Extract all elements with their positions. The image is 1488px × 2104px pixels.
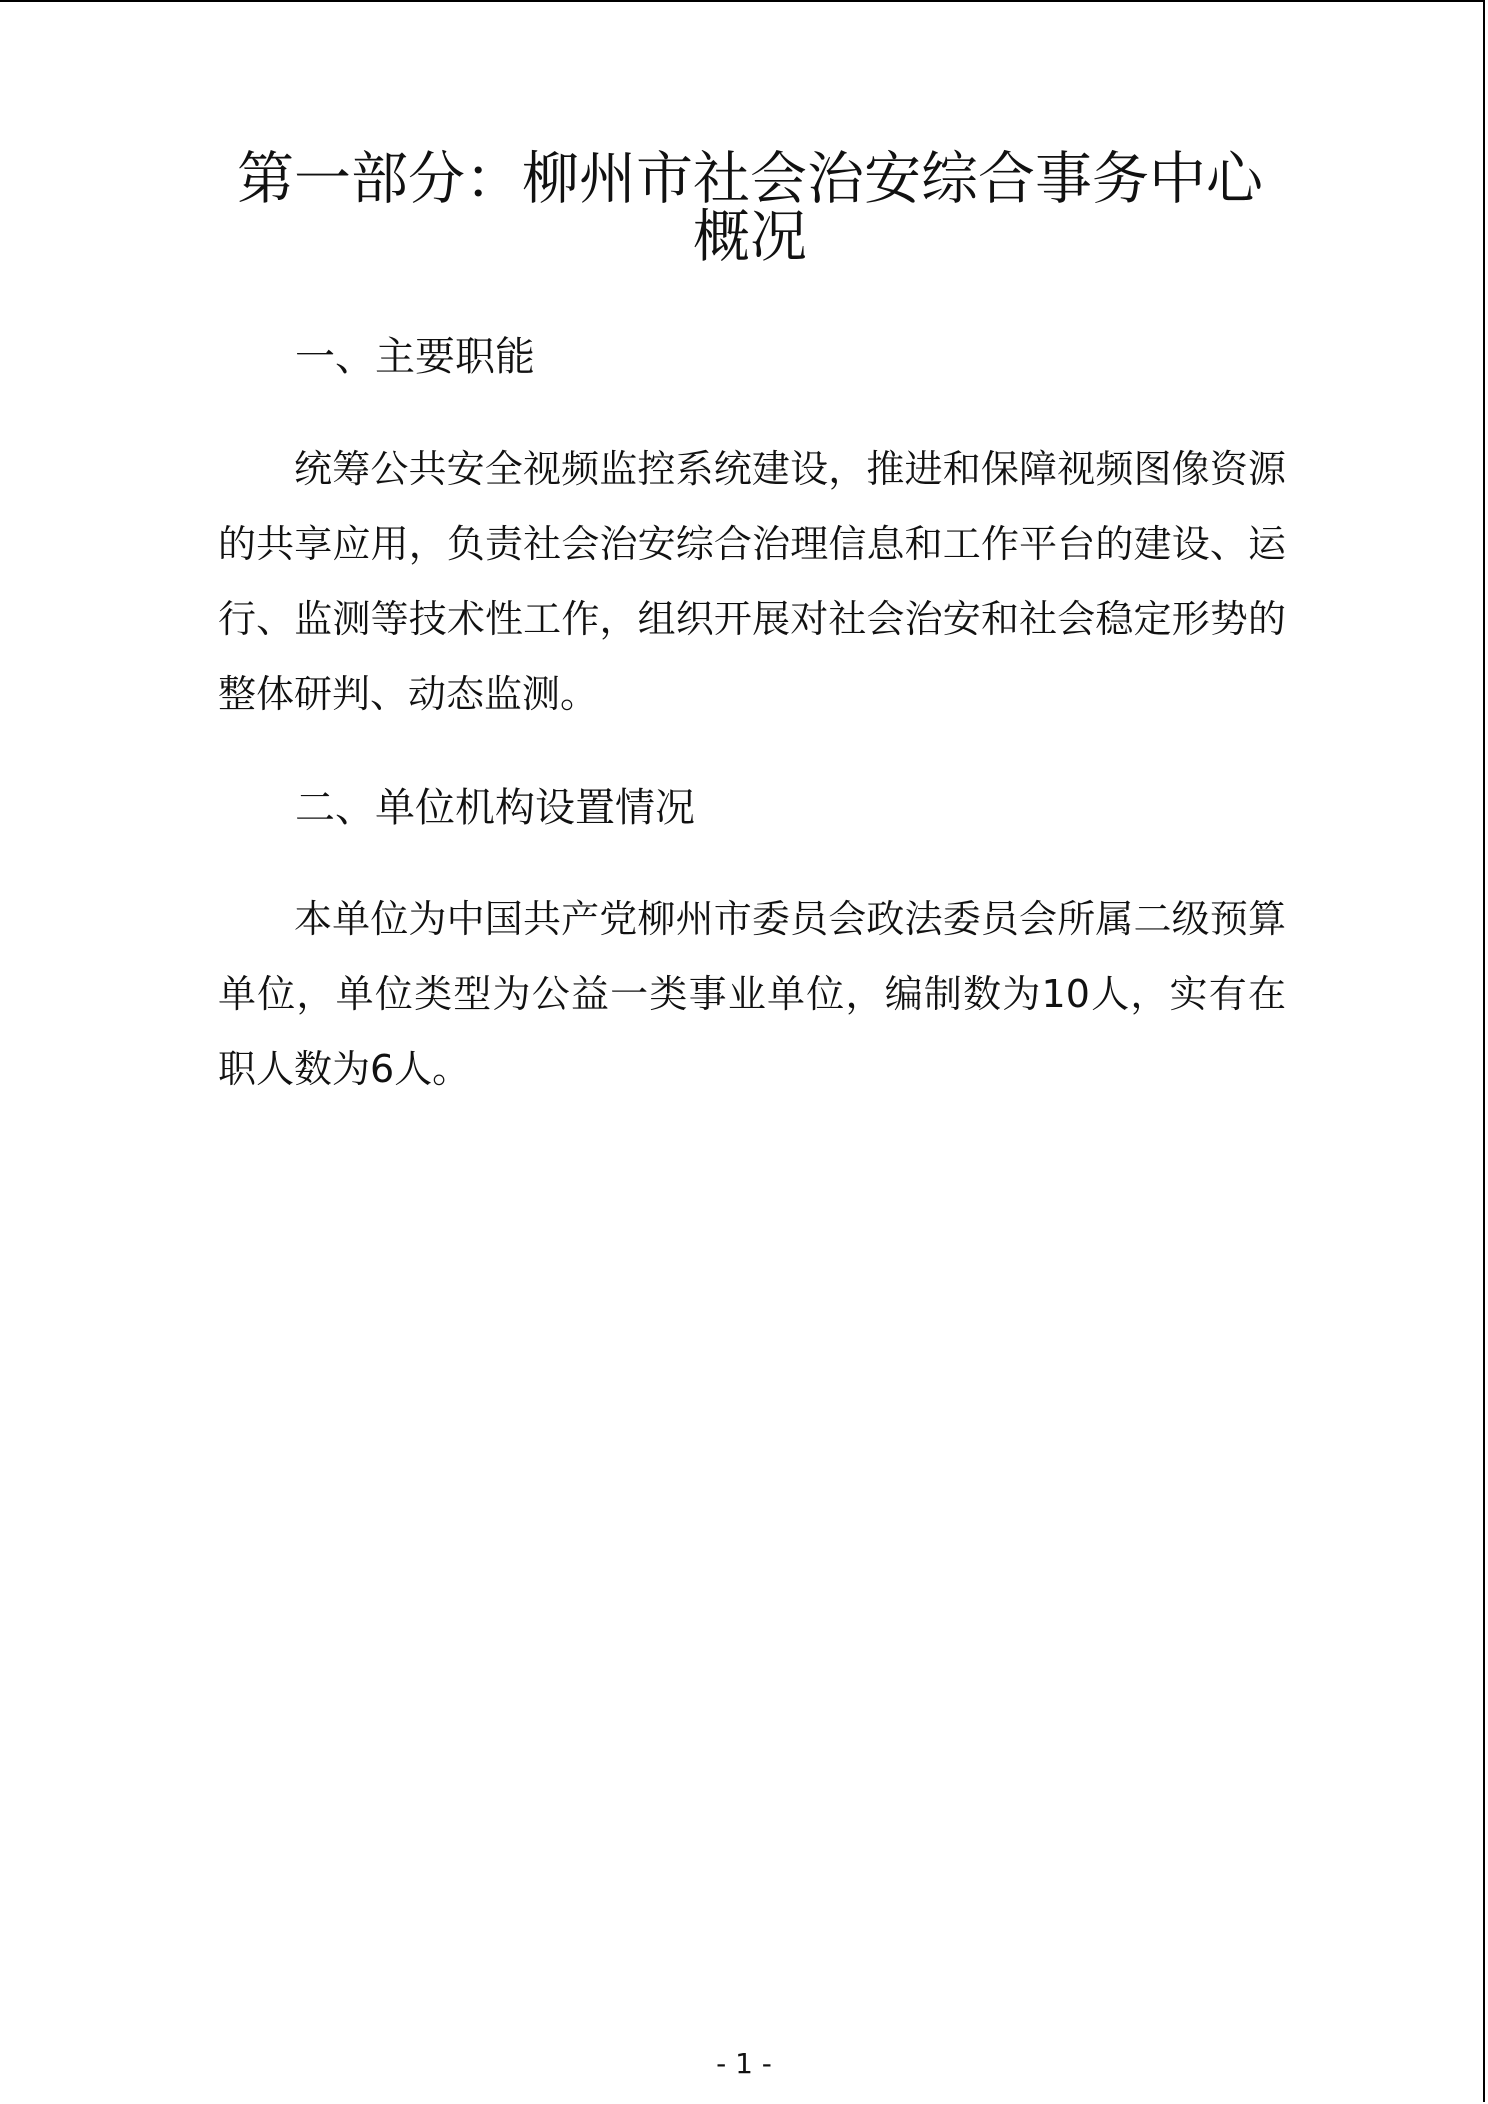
page-title: 第一部分：柳州市社会治安综合事务中心概况 bbox=[237, 146, 1263, 270]
section-body-organization: 本单位为中国共产党柳州市委员会政法委员会所属二级预算单位，单位类型为公益一类事业单位，编制数为10人，实有在职人数为6人。 bbox=[218, 897, 1286, 1091]
section-heading-organization: 二、单位机构设置情况 bbox=[295, 785, 695, 831]
page-number: - 1 - bbox=[716, 2047, 772, 2080]
section-heading-main-functions: 一、主要职能 bbox=[295, 334, 535, 380]
section-body-main-functions: 统筹公共安全视频监控系统建设，推进和保障视频图像资源的共享应用，负责社会治安综合治理信息和工作平台的建设、运行、监测等技术性工作，组织开展对社会治安和社会稳定形势的整体研判、动态监测。 bbox=[218, 447, 1286, 716]
